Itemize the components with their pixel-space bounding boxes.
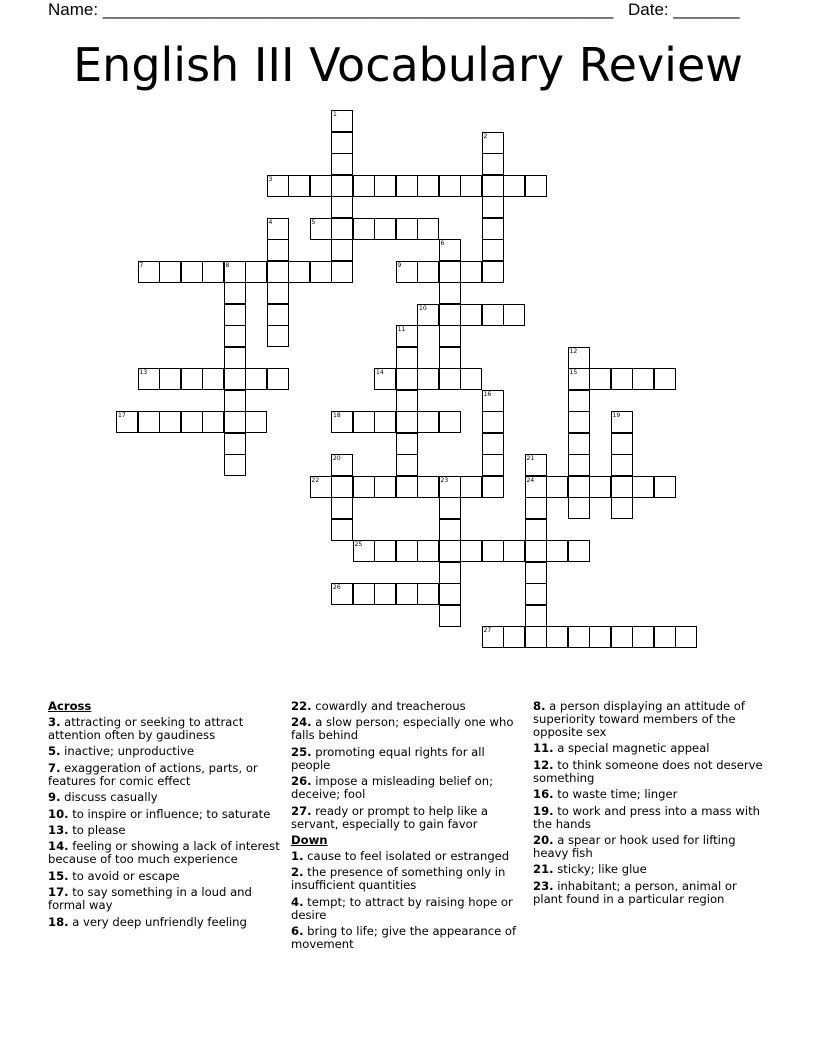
grid-cell[interactable]: [546, 626, 568, 648]
grid-cell[interactable]: [439, 368, 461, 390]
grid-cell[interactable]: [353, 583, 375, 605]
clue-item: [533, 742, 765, 755]
grid-cell[interactable]: [224, 304, 246, 326]
clue-number-label: 22.: [291, 699, 312, 713]
grid-cell[interactable]: [331, 454, 353, 476]
grid-cell[interactable]: [417, 218, 439, 240]
clue-item: [291, 716, 523, 742]
grid-cell[interactable]: [439, 519, 461, 541]
grid-cell[interactable]: [632, 368, 654, 390]
grid-cell[interactable]: [439, 605, 461, 627]
grid-cell[interactable]: [202, 411, 224, 433]
grid-cell[interactable]: [460, 304, 482, 326]
clue-number-label: 10.: [48, 806, 69, 821]
clue-number: 26: [333, 584, 341, 591]
grid-cell[interactable]: [417, 175, 439, 197]
grid-cell[interactable]: [331, 476, 353, 498]
grid-cell[interactable]: [654, 476, 676, 498]
grid-cell[interactable]: [546, 540, 568, 562]
clue-item: [533, 863, 765, 876]
name-line[interactable]: ______________________________________________________: [102, 0, 614, 19]
grid-cell[interactable]: [482, 411, 504, 433]
grid-cell[interactable]: [460, 540, 482, 562]
clue-number-label: 18.: [48, 914, 69, 929]
grid-cell[interactable]: [224, 368, 246, 390]
clue-text: promoting equal rights for all people: [291, 744, 485, 772]
clue-text: ready or prompt to help like a servant, especially to gain favor: [291, 803, 489, 831]
date-line[interactable]: _______: [673, 0, 740, 19]
grid-cell[interactable]: [525, 583, 547, 605]
grid-cell[interactable]: [396, 347, 418, 369]
grid-cell[interactable]: [417, 583, 439, 605]
grid-cell[interactable]: [568, 433, 590, 455]
clue-number-label: 17.: [48, 885, 69, 900]
grid-cell[interactable]: [482, 175, 504, 197]
grid-cell[interactable]: [525, 476, 547, 498]
grid-cell[interactable]: [568, 347, 590, 369]
grid-cell[interactable]: [482, 304, 504, 326]
clue-text: a special magnetic appeal: [553, 741, 710, 756]
grid-cell[interactable]: [525, 175, 547, 197]
grid-cell[interactable]: [331, 132, 353, 154]
grid-cell[interactable]: [460, 368, 482, 390]
grid-cell[interactable]: [503, 175, 525, 197]
grid-cell[interactable]: [568, 497, 590, 519]
clue-number: 16: [483, 390, 492, 398]
grid-cell[interactable]: [568, 626, 590, 648]
grid-cell[interactable]: [439, 562, 461, 584]
grid-cell[interactable]: [159, 261, 181, 283]
grid-cell[interactable]: [396, 433, 418, 455]
grid-cell[interactable]: [611, 433, 633, 455]
grid-cell[interactable]: [568, 368, 590, 390]
grid-cell[interactable]: [353, 540, 375, 562]
clue-item: [48, 791, 280, 804]
grid-cell[interactable]: [439, 540, 461, 562]
grid-cell[interactable]: [654, 626, 676, 648]
grid-cell[interactable]: [482, 454, 504, 476]
grid-cell[interactable]: [353, 411, 375, 433]
clue-number-label: 9.: [48, 790, 61, 805]
clue-number: 12: [569, 347, 578, 355]
clue-item: [533, 880, 765, 906]
clue-number: 21: [526, 455, 535, 462]
clue-number: 11: [397, 326, 406, 333]
clue-item: [291, 925, 523, 951]
grid-cell[interactable]: [439, 304, 461, 326]
grid-cell[interactable]: [503, 304, 525, 326]
grid-cell[interactable]: [310, 476, 332, 498]
clue-number-label: 27.: [291, 803, 312, 818]
clue-number-label: 15.: [48, 868, 69, 883]
grid-cell[interactable]: [396, 261, 418, 283]
grid-cell[interactable]: [439, 282, 461, 304]
clue-item: [48, 840, 280, 866]
name-label: Name:: [48, 0, 103, 19]
grid-cell[interactable]: [138, 261, 160, 283]
across-clue-list: [48, 700, 280, 929]
grid-cell[interactable]: [331, 497, 353, 519]
grid-cell[interactable]: [396, 390, 418, 412]
clue-number: 3: [268, 175, 273, 183]
grid-cell[interactable]: [224, 433, 246, 455]
grid-cell[interactable]: [439, 347, 461, 369]
grid-cell[interactable]: [202, 368, 224, 390]
clue-text: feeling or showing a lack of interest because of too much experience: [48, 839, 280, 867]
grid-cell[interactable]: [417, 411, 439, 433]
date-label: Date:: [628, 0, 674, 19]
grid-cell[interactable]: [331, 175, 353, 197]
grid-cell[interactable]: [589, 476, 611, 498]
grid-cell[interactable]: [331, 261, 353, 283]
grid-cell[interactable]: [632, 626, 654, 648]
grid-cell[interactable]: [181, 368, 203, 390]
grid-cell[interactable]: [611, 411, 633, 433]
grid-cell[interactable]: [374, 368, 396, 390]
grid-cell[interactable]: [482, 239, 504, 261]
clue-column-3: [533, 700, 765, 909]
clue-item: [533, 805, 765, 831]
grid-cell[interactable]: [482, 153, 504, 175]
grid-cell[interactable]: [267, 175, 289, 197]
clue-text: exaggeration of actions, parts, or features for comic effect: [48, 760, 258, 788]
grid-cell[interactable]: [224, 325, 246, 347]
clue-item: [533, 834, 765, 860]
clue-text: to avoid or escape: [68, 868, 180, 883]
clue-item: [48, 870, 280, 883]
grid-cell[interactable]: [245, 261, 267, 283]
clue-number: 8: [225, 261, 230, 269]
clue-number: 6: [440, 240, 445, 247]
clue-text: discuss casually: [60, 790, 158, 805]
grid-cell[interactable]: [224, 347, 246, 369]
clue-text: cause to feel isolated or estranged: [303, 848, 510, 863]
grid-cell[interactable]: [460, 476, 482, 498]
grid-cell[interactable]: [267, 304, 289, 326]
clue-number: 22: [311, 476, 320, 484]
grid-cell[interactable]: [525, 497, 547, 519]
clue-item: [291, 896, 523, 922]
grid-cell[interactable]: [525, 562, 547, 584]
clue-number: 4: [268, 218, 273, 226]
grid-cell[interactable]: [224, 390, 246, 412]
grid-cell[interactable]: [503, 540, 525, 562]
clue-number-label: 25.: [291, 744, 312, 759]
clue-text: impose a misleading belief on; deceive; fool: [291, 774, 494, 802]
clue-number: 15: [569, 369, 578, 376]
grid-cell[interactable]: [439, 497, 461, 519]
clue-item: [291, 850, 523, 863]
grid-cell[interactable]: [439, 583, 461, 605]
grid-cell[interactable]: [353, 476, 375, 498]
grid-cell[interactable]: [181, 411, 203, 433]
grid-cell[interactable]: [525, 605, 547, 627]
clue-text: to please: [68, 822, 126, 837]
grid-cell[interactable]: [396, 218, 418, 240]
grid-cell[interactable]: [310, 218, 332, 240]
grid-cell[interactable]: [224, 282, 246, 304]
grid-cell[interactable]: [525, 626, 547, 648]
clue-number-label: 5.: [48, 744, 61, 759]
clue-text: the presence of something only in insufficient quantities: [291, 865, 506, 893]
grid-cell[interactable]: [374, 218, 396, 240]
clue-text: a very deep unfriendly feeling: [68, 914, 247, 929]
grid-cell[interactable]: [654, 368, 676, 390]
clue-number-label: 20.: [533, 832, 554, 847]
clue-item: [291, 700, 523, 713]
grid-cell[interactable]: [374, 175, 396, 197]
grid-cell[interactable]: [374, 540, 396, 562]
clue-number-label: 7.: [48, 760, 61, 775]
grid-cell[interactable]: [331, 218, 353, 240]
clue-text: bring to life; give the appearance of movement: [291, 924, 517, 952]
clue-number-label: 11.: [533, 741, 554, 756]
grid-cell[interactable]: [267, 282, 289, 304]
clue-item: [48, 745, 280, 758]
grid-cell[interactable]: [288, 175, 310, 197]
grid-cell[interactable]: [374, 411, 396, 433]
clue-text: to think someone does not deserve something: [533, 757, 763, 785]
grid-cell[interactable]: [396, 476, 418, 498]
grid-cell[interactable]: [439, 325, 461, 347]
clue-number: 17: [118, 412, 126, 419]
grid-cell[interactable]: [611, 476, 633, 498]
clue-item: [48, 824, 280, 837]
clue-item: [291, 775, 523, 801]
grid-cell[interactable]: [611, 626, 633, 648]
clue-number: 1: [333, 111, 337, 118]
grid-cell[interactable]: [374, 583, 396, 605]
clue-text: inhabitant; a person, animal or plant found in a particular region: [533, 878, 737, 906]
clue-number: 7: [139, 261, 144, 269]
clue-number-label: 19.: [533, 803, 554, 818]
grid-cell[interactable]: [138, 411, 160, 433]
grid-cell[interactable]: [396, 175, 418, 197]
grid-cell[interactable]: [331, 196, 353, 218]
clue-text: a person displaying an attitude of superiority toward members of the opposite sex: [533, 699, 745, 739]
clue-item: [291, 866, 523, 892]
clue-text: to inspire or influence; to saturate: [68, 806, 271, 821]
clue-item: [48, 886, 280, 912]
grid-cell[interactable]: [417, 368, 439, 390]
clue-text: sticky; like glue: [553, 862, 647, 877]
clue-number: 10: [419, 304, 427, 312]
grid-cell[interactable]: [331, 583, 353, 605]
clue-number: 24: [526, 476, 535, 484]
clue-item: [48, 716, 280, 742]
across-heading: Across: [48, 699, 92, 713]
grid-cell[interactable]: [353, 218, 375, 240]
grid-cell[interactable]: [460, 261, 482, 283]
clue-number: 20: [333, 455, 341, 462]
grid-cell[interactable]: [396, 540, 418, 562]
grid-cell[interactable]: [310, 261, 332, 283]
clue-number: 13: [139, 369, 148, 376]
grid-cell[interactable]: [353, 175, 375, 197]
grid-cell[interactable]: [482, 540, 504, 562]
clue-item: [291, 746, 523, 772]
clue-text: to waste time; linger: [553, 787, 678, 802]
grid-cell[interactable]: [202, 261, 224, 283]
grid-cell[interactable]: [482, 132, 504, 154]
clue-number-label: 12.: [533, 757, 554, 772]
grid-cell[interactable]: [675, 626, 697, 648]
grid-cell[interactable]: [267, 325, 289, 347]
clue-number-label: 21.: [533, 862, 554, 877]
clue-number-label: 14.: [48, 839, 69, 854]
clue-number: 25: [354, 541, 363, 548]
clue-item: [533, 700, 765, 739]
clue-item: [48, 916, 280, 929]
clue-number-label: 24.: [291, 715, 312, 730]
clue-number-label: 16.: [533, 787, 554, 802]
clue-item: [48, 762, 280, 788]
grid-cell[interactable]: [482, 476, 504, 498]
clue-text: to say something in a loud and formal way: [48, 885, 252, 913]
grid-cell[interactable]: [611, 368, 633, 390]
clue-column-1: [48, 700, 280, 932]
grid-cell[interactable]: [482, 626, 504, 648]
clue-number: 5: [311, 218, 316, 226]
clue-number: 27: [483, 627, 492, 634]
clue-item: [533, 788, 765, 801]
grid-cell[interactable]: [525, 519, 547, 541]
grid-cell[interactable]: [310, 175, 332, 197]
grid-cell[interactable]: [417, 540, 439, 562]
grid-cell[interactable]: [503, 626, 525, 648]
clue-number: 23: [440, 476, 449, 484]
down-clue-list-continued: [533, 700, 765, 906]
grid-cell[interactable]: [568, 454, 590, 476]
clue-number: 9: [397, 261, 402, 269]
grid-cell[interactable]: [482, 433, 504, 455]
clue-column-2: [291, 700, 523, 955]
clue-number-label: 3.: [48, 715, 61, 729]
grid-cell[interactable]: [331, 239, 353, 261]
grid-cell[interactable]: [245, 368, 267, 390]
clue-item: [291, 805, 523, 831]
page-title: English III Vocabulary Review: [73, 38, 743, 92]
down-clue-list: [291, 850, 523, 951]
grid-cell[interactable]: [589, 626, 611, 648]
grid-cell[interactable]: [159, 368, 181, 390]
grid-cell[interactable]: [568, 476, 590, 498]
clue-text: to work and press into a mass with the hands: [533, 803, 761, 831]
clue-item: [533, 759, 765, 785]
grid-cell[interactable]: [116, 411, 138, 433]
grid-cell[interactable]: [374, 476, 396, 498]
clue-number-label: 2.: [291, 865, 304, 880]
grid-cell[interactable]: [331, 110, 353, 132]
grid-cell[interactable]: [482, 196, 504, 218]
grid-cell[interactable]: [568, 540, 590, 562]
clue-number-label: 26.: [291, 774, 312, 789]
grid-cell[interactable]: [267, 261, 289, 283]
grid-cell[interactable]: [138, 368, 160, 390]
grid-cell[interactable]: [417, 304, 439, 326]
grid-cell[interactable]: [525, 454, 547, 476]
clue-text: a slow person; especially one who falls behind: [291, 715, 514, 743]
grid-cell[interactable]: [224, 454, 246, 476]
grid-cell[interactable]: [568, 390, 590, 412]
grid-cell[interactable]: [482, 390, 504, 412]
clue-number: 19: [612, 412, 621, 419]
clue-text: cowardly and treacherous: [311, 699, 466, 713]
grid-cell[interactable]: [460, 175, 482, 197]
grid-cell[interactable]: [589, 368, 611, 390]
clue-number: 18: [333, 412, 341, 419]
grid-cell[interactable]: [439, 261, 461, 283]
grid-cell[interactable]: [482, 218, 504, 240]
grid-cell[interactable]: [568, 411, 590, 433]
clue-number-label: 4.: [291, 894, 304, 909]
grid-cell[interactable]: [632, 476, 654, 498]
clue-number-label: 23.: [533, 878, 554, 893]
grid-cell[interactable]: [245, 411, 267, 433]
grid-cell[interactable]: [396, 454, 418, 476]
grid-cell[interactable]: [331, 153, 353, 175]
clue-number-label: 8.: [533, 699, 546, 713]
grid-cell[interactable]: [546, 476, 568, 498]
grid-cell[interactable]: [181, 261, 203, 283]
clue-text: attracting or seeking to attract attention often by gaudiness: [48, 715, 244, 742]
clue-text: tempt; to attract by raising hope or desire: [291, 894, 513, 922]
grid-cell[interactable]: [159, 411, 181, 433]
grid-cell[interactable]: [396, 583, 418, 605]
clue-item: [48, 808, 280, 821]
grid-cell[interactable]: [611, 497, 633, 519]
grid-cell[interactable]: [439, 411, 461, 433]
grid-cell[interactable]: [224, 411, 246, 433]
grid-cell[interactable]: [267, 218, 289, 240]
grid-cell[interactable]: [396, 368, 418, 390]
grid-cell[interactable]: [417, 261, 439, 283]
grid-cell[interactable]: [525, 540, 547, 562]
grid-cell[interactable]: [267, 239, 289, 261]
clue-text: a spear or hook used for lifting heavy fish: [533, 832, 736, 860]
grid-cell[interactable]: [439, 239, 461, 261]
down-heading: Down: [291, 832, 328, 847]
grid-cell[interactable]: [417, 476, 439, 498]
clue-number: 2: [483, 132, 488, 140]
clue-number-label: 13.: [48, 822, 69, 837]
grid-cell[interactable]: [396, 411, 418, 433]
clue-number-label: 1.: [291, 848, 304, 863]
grid-cell[interactable]: [331, 519, 353, 541]
grid-cell[interactable]: [611, 454, 633, 476]
grid-cell[interactable]: [224, 261, 246, 283]
grid-cell[interactable]: [267, 368, 289, 390]
across-clue-list-continued: [291, 700, 523, 831]
clue-number: 14: [376, 369, 384, 376]
grid-cell[interactable]: [482, 261, 504, 283]
grid-cell[interactable]: [288, 261, 310, 283]
grid-cell[interactable]: [331, 411, 353, 433]
grid-cell[interactable]: [439, 476, 461, 498]
clue-number-label: 6.: [291, 924, 304, 939]
grid-cell[interactable]: [396, 325, 418, 347]
clue-text: inactive; unproductive: [60, 744, 195, 759]
grid-cell[interactable]: [439, 175, 461, 197]
